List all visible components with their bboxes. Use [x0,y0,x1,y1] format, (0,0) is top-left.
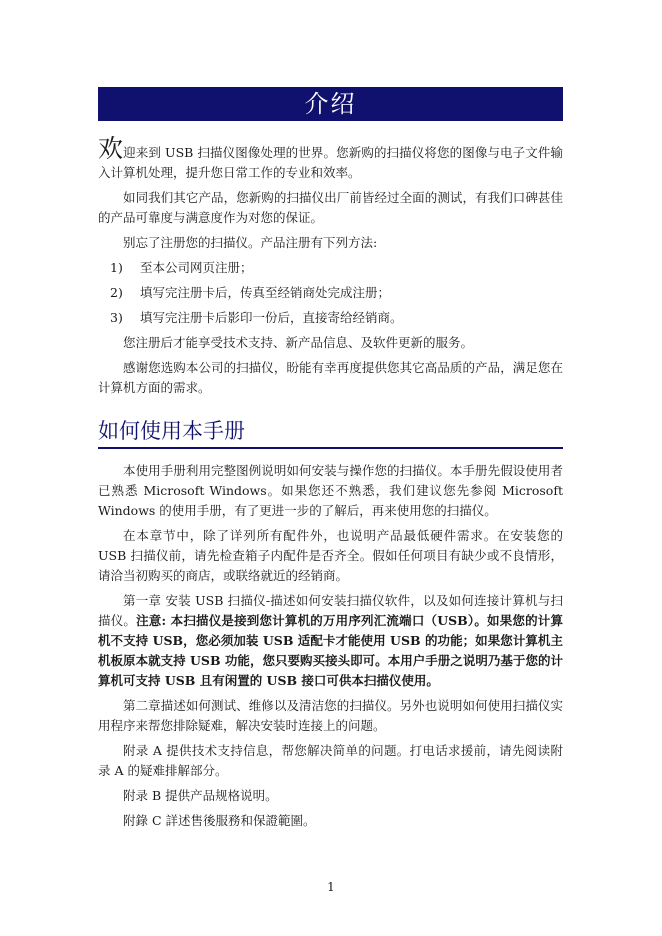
list-item-number: 2) [110,285,123,300]
list-item [98,283,563,303]
intro-paragraph-4: 您注册后才能享受技术支持、新产品信息、及软件更新的服务。 [123,335,474,350]
chapter-one-description: 第一章 安装 USB 扫描仪-描述如何安装扫描仪软件，以及如何连接计算机与扫描仪。 [98,593,563,628]
page-title: 介绍 [98,87,563,121]
intro-paragraph-3: 别忘了注册您的扫描仪。产品注册有下列方法: [123,235,378,250]
manual-paragraph-4: 第二章描述如何测试、维修以及清洁您的扫描仪。另外也说明如何使用扫描仪实用程序来帮您排除疑难，解决安装时连接上的问题。 [98,698,563,733]
dropcap: 欢 [98,134,124,163]
manual-paragraph-2: 在本章节中，除了详列所有配件外，也说明产品最低硬件需求。在安装您的 USB 扫描仪前，请先检查箱子内配件是否齐全。假如任何项目有缺少或不良情形，请洽当初购买的商店，或联络就近的经销商。 [98,528,563,583]
list-item [98,308,563,328]
page-number: 1 [327,880,335,894]
list-item-text: 填写完注册卡后影印一份后，直接寄给经销商。 [140,310,403,325]
intro-paragraph-5: 感谢您选购本公司的扫描仪，盼能有幸再度提供您其它高品质的产品，满足您在计算机方面的需求。 [98,360,563,395]
section-heading: 如何使用本手册 [98,416,563,449]
manual-paragraph-5: 附录 A 提供技术支持信息，帮您解决简单的问题。打电话求援前，请先阅读附录 A 的疑难排解部分。 [98,743,563,778]
list-item-text: 至本公司网页注册； [140,260,253,275]
list-item-number: 1) [110,260,123,275]
manual-paragraph-6: 附录 B 提供产品规格说明。 [123,788,278,803]
manual-paragraph-3 [98,591,563,691]
usb-notice: 注意: 本扫描仪是接到您计算机的万用序列汇流端口（USB）。如果您的计算机不支持 USB，您必须加装 USB 适配卡才能使用 USB 的功能；如果您计算机主机板原本就支持 USB 功能，您只要购买接头即可。本用户手册之说明乃基于您的计算机可支持 USB 且有闲置的 USB 接口可供本扫描仪使用。 [98,613,563,688]
list-item-number: 3) [110,310,123,325]
intro-paragraph-2: 如同我们其它产品，您新购的扫描仪出厂前皆经过全面的测试，有我们口碑甚佳的产品可靠度与满意度作为对您的保证。 [98,190,563,225]
list-item-text: 填写完注册卡后，传真至经销商处完成注册； [140,285,391,300]
manual-paragraph-7: 附錄 C 詳述售後服務和保證範圍。 [123,813,316,828]
manual-paragraph-1: 本使用手册利用完整图例说明如何安装与操作您的扫描仪。本手册先假设使用者已熟悉 Microsoft Windows。如果您还不熟悉，我们建议您先参阅 Microsoft Windows 的使用手册，有了更进一步的了解后，再来使用您的扫描仪。 [98,463,563,518]
intro-paragraph-1 [98,136,563,183]
document-body [98,136,563,836]
intro-paragraph-1-text: 迎来到 USB 扫描仪图像处理的世界。您新购的扫描仪将您的图像与电子文件输入计算机处理，提升您日常工作的专业和效率。 [98,145,563,180]
list-item [98,258,563,278]
